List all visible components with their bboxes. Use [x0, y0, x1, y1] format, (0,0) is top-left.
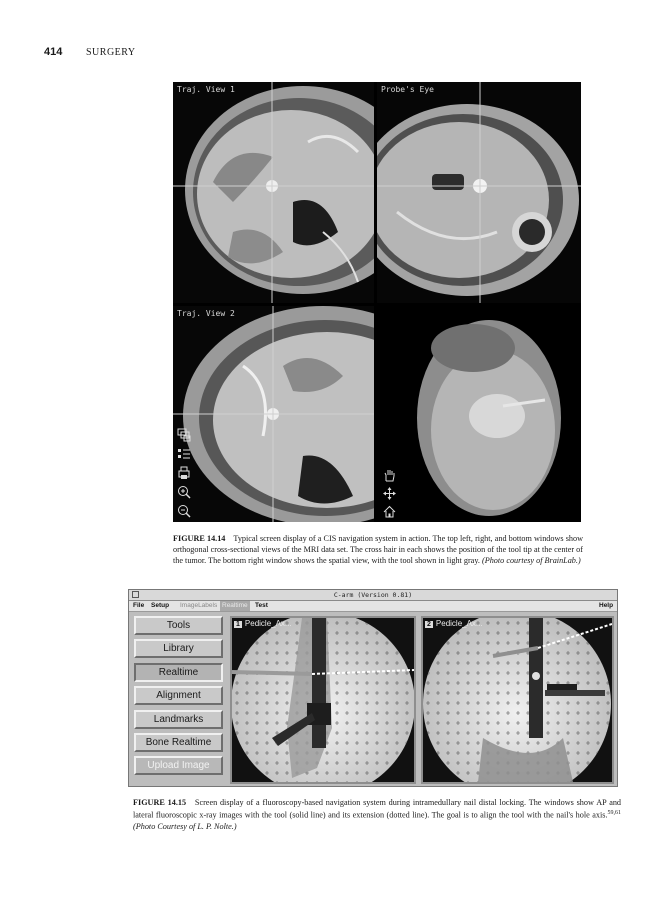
zoom-in-icon[interactable] [177, 485, 191, 499]
library-button[interactable]: Library [134, 639, 223, 658]
panel-1-title [234, 619, 292, 628]
page-number: 414 [44, 46, 63, 58]
mri-coronal-view[interactable] [173, 306, 374, 522]
upload-image-button[interactable]: Upload Image [134, 756, 223, 775]
landmarks-button[interactable]: Landmarks [134, 710, 223, 729]
caption-credit: (Photo Courtesy of L. P. Nolte.) [133, 821, 237, 831]
layers-icon[interactable] [177, 428, 191, 442]
pane-label: Traj. View 1 [177, 85, 235, 94]
panel-2-title [425, 619, 483, 628]
move-icon[interactable] [383, 487, 396, 500]
xray-view-lateral[interactable] [421, 616, 614, 784]
caption-text: Typical screen display of a CIS navigation system in action. The top left, right, and bottom windows show orthogonal cross-sectional views of the MRI data set. The cross hair in each shows the position of the tool tip at the center of the tumor. The bottom right window shows the spatial view, with the tool shown in light gray. [173, 534, 583, 565]
figure-14-15-caption [133, 797, 621, 832]
zoom-out-icon[interactable] [177, 504, 191, 518]
menu-realtime[interactable]: Realtime [222, 602, 248, 609]
mri-probe-eye-image [377, 82, 581, 303]
menu-bar [129, 601, 617, 612]
caption-refs: 59,61 [607, 810, 621, 816]
panel-2-number: 2 [427, 621, 431, 628]
print-icon[interactable] [177, 466, 191, 480]
ap-fluoro-image [232, 618, 414, 782]
3d-head-view[interactable] [377, 306, 581, 522]
window-title: C-arm (Version 0.81) [333, 591, 413, 599]
xray-view-ap[interactable] [230, 616, 416, 784]
list-icon[interactable] [177, 447, 191, 461]
view-toolstrip [177, 423, 195, 518]
hand-icon[interactable] [383, 469, 396, 482]
caption-label: FIGURE 14.15 [133, 798, 187, 807]
figure-14-14 [173, 82, 581, 522]
mri-sagittal-image [173, 82, 374, 303]
realtime-button[interactable]: Realtime [134, 663, 223, 682]
pane-label: Traj. View 2 [177, 309, 235, 318]
menu-file[interactable]: File [133, 602, 145, 609]
lateral-fluoro-image [423, 618, 612, 782]
mri-coronal-image [173, 306, 374, 522]
menu-help[interactable]: Help [599, 602, 614, 609]
pane-label: Probe's Eye [381, 85, 434, 94]
home-icon[interactable] [383, 505, 396, 518]
running-head: SURGERY [86, 47, 136, 58]
menu-setup[interactable]: Setup [151, 602, 170, 609]
mri-sagittal-view[interactable] [173, 82, 374, 303]
tools-button[interactable]: Tools [134, 616, 223, 635]
function-sidebar [134, 616, 227, 780]
menu-test[interactable]: Test [255, 602, 268, 609]
figure-14-14-caption [173, 533, 583, 566]
3d-toolstrip [383, 464, 399, 518]
caption-credit: (Photo courtesy of BrainLab.) [481, 556, 581, 565]
mri-probe-eye-view[interactable] [377, 82, 581, 303]
title-bar [129, 590, 617, 601]
panel-1-number: 1 [236, 621, 240, 628]
caption-text: Screen display of a fluoroscopy-based navigation system during intramedullary nail distal locking. The windows show AP and lateral fluoroscopic x-ray images with the tool (solid line) and its extension (dotted line). The goal is to align the tool with the nail's hole axis. [133, 798, 622, 820]
c-arm-app-window [128, 589, 618, 787]
panel-2-name: Pedicle_Ax... [435, 619, 483, 628]
caption-label: FIGURE 14.14 [173, 534, 226, 543]
3d-head-render [377, 306, 581, 522]
bone-realtime-button[interactable]: Bone Realtime [134, 733, 223, 752]
menu-image-labels[interactable]: ImageLabels [180, 602, 218, 609]
panel-1-name: Pedicle_Ax... [244, 619, 292, 628]
alignment-button[interactable]: Alignment [134, 686, 223, 705]
